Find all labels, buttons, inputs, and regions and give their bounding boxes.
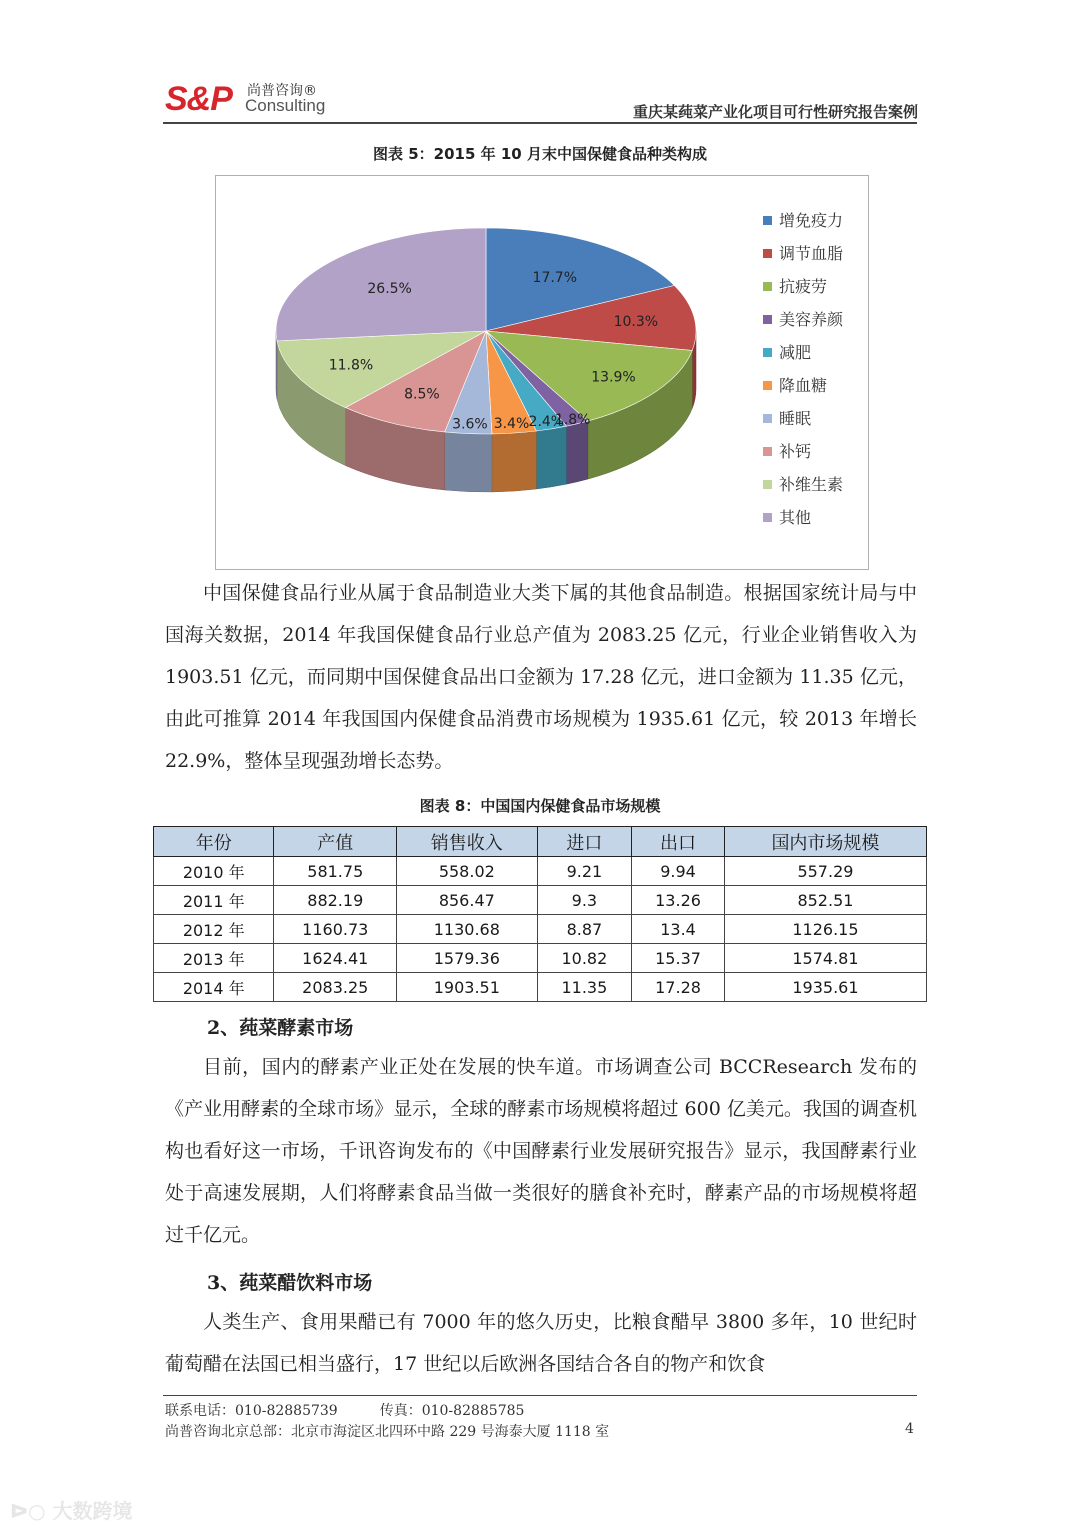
legend-swatch [763,447,772,456]
pie-side-4 [536,426,566,489]
table-cell: 1579.36 [397,944,537,973]
table-cell: 856.47 [397,886,537,915]
footer-divider [163,1395,917,1396]
column-header: 产值 [274,827,397,857]
legend-label: 补钙 [779,442,812,461]
section-heading: 3、莼菜醋饮料市场 [207,1272,373,1294]
pie-legend [763,211,844,527]
table-cell: 2012 年 [154,915,274,944]
pie-data-label: 17.7% [532,269,578,286]
pie-data-label: 8.5% [404,386,440,403]
pie-data-label: 11.8% [328,357,374,374]
section-heading: 2、莼菜酵素市场 [207,1017,354,1039]
legend-swatch [763,282,772,291]
legend-swatch [763,249,772,258]
table-cell: 882.19 [274,886,397,915]
logo-chinese-name: 尚普咨询® [247,83,317,99]
table-cell: 10.82 [537,944,632,973]
table-cell: 2010 年 [154,857,274,886]
table-cell: 1130.68 [397,915,537,944]
pie-side-5 [492,431,536,492]
table-cell: 15.37 [632,944,725,973]
legend-swatch [763,480,772,489]
pie-slices [276,228,696,434]
table-body [154,857,927,1002]
watermark-text: 大数跨境 [52,1499,133,1523]
pie-data-label: 3.6% [452,416,488,433]
pie-data-label: 1.8% [554,412,591,429]
footer-address: 尚普咨询北京总部：北京市海淀区北四环中路 229 号海泰大厦 1118 室 [165,1424,610,1440]
table-cell: 558.02 [397,857,537,886]
pie-data-label: 2.4% [528,414,565,431]
watermark [10,1495,133,1524]
paragraph-text: 目前，国内的酵素产业正处在发展的快车道。市场调查公司 BCCResearch 发布的《产业用酵素的全球市场》显示，全球的酵素市场规模将超过 600 亿美元。我国的调查机构也看好这一市场，千讯咨询发布的《中国酵素行业发展研究报告》显示，我国酵素行业处于高速发展期，人们将酵素食品当做一类很好的膳食补充时，酵素产品的市场规模将超过千亿元。 [165,1056,917,1246]
column-header: 出口 [632,827,725,857]
table-row [154,915,927,944]
document-title: 重庆某莼菜产业化项目可行性研究报告案例 [632,103,918,121]
table-cell: 852.51 [724,886,926,915]
legend-label: 增免疫力 [779,211,844,230]
company-logo [165,78,335,118]
column-header: 年份 [154,827,274,857]
legend-label: 其他 [779,508,812,527]
legend-label: 降血糖 [779,376,828,395]
table-cell: 1624.41 [274,944,397,973]
legend-swatch [763,414,772,423]
table-cell: 1126.15 [724,915,926,944]
page-number: 4 [905,1421,914,1437]
table-cell: 11.35 [537,973,632,1002]
table-cell: 9.3 [537,886,632,915]
table-cell: 581.75 [274,857,397,886]
legend-label: 调节血脂 [779,244,844,263]
logo-english-name: Consulting [245,96,326,115]
table-cell: 1903.51 [397,973,537,1002]
legend-label: 减肥 [779,343,812,362]
table-cell: 557.29 [724,857,926,886]
body-paragraph [165,572,917,782]
table-cell: 8.87 [537,915,632,944]
table-cell: 2014 年 [154,973,274,1002]
body-paragraph [165,1046,917,1256]
table-caption: 图表 8：中国国内保健食品市场规模 [419,797,661,815]
column-header: 销售收入 [397,827,537,857]
table-cell: 1574.81 [724,944,926,973]
legend-label: 补维生素 [779,475,844,494]
logo-mark: S&P [165,80,232,118]
table-cell: 1160.73 [274,915,397,944]
table-cell: 9.94 [632,857,725,886]
column-header: 国内市场规模 [724,827,926,857]
table-cell: 13.26 [632,886,725,915]
legend-label: 睡眠 [779,409,812,428]
table-cell: 2083.25 [274,973,397,1002]
body-paragraph [165,1301,917,1385]
table-row [154,944,927,973]
paragraph-text: 中国保健食品行业从属于食品制造业大类下属的其他食品制造。根据国家统计局与中国海关数据，2014 年我国保健食品行业总产值为 2083.25 亿元，行业企业销售收入为 1903.51 亿元，而同期中国保健食品出口金额为 17.28 亿元，进口金额为 11.35 亿元，由此可推算 2014 年我国国内保健食品消费市场规模为 1935.61 亿元，较 2013 年增长 22.9%，整体呈现强劲增长态势。 [165,582,917,772]
table-row [154,857,927,886]
pie-data-label: 10.3% [613,314,659,331]
table-row [154,973,927,1002]
legend-swatch [763,513,772,522]
legend-swatch [763,381,772,390]
legend-label: 抗疲劳 [779,277,828,296]
watermark-icon: ᐅ○ [10,1499,46,1523]
legend-swatch [763,348,772,357]
table-cell: 2011 年 [154,886,274,915]
pie-side-6 [445,432,492,492]
table-cell: 9.21 [537,857,632,886]
column-header: 进口 [537,827,632,857]
figure-caption: 图表 5：2015 年 10 月末中国保健食品种类构成 [373,145,707,163]
table-cell: 1935.61 [724,973,926,1002]
paragraph-text: 人类生产、食用果醋已有 7000 年的悠久历史，比粮食醋早 3800 多年，10 世纪时葡萄醋在法国已相当盛行，17 世纪以后欧洲各国结合各自的物产和饮食 [165,1311,917,1375]
table-cell: 17.28 [632,973,725,1002]
market-size-table [153,826,927,1002]
footer-contact: 联系电话：010-82885739 传真：010-82885785 [165,1403,525,1419]
pie-data-label: 3.4% [493,415,530,432]
pie-side-3 [566,421,587,484]
legend-label: 美容养颜 [779,310,844,329]
table-header-row [154,827,927,857]
header-divider [163,122,917,124]
legend-swatch [763,315,772,324]
pie-chart [216,176,868,569]
pie-chart-frame [215,175,869,570]
table-cell: 13.4 [632,915,725,944]
table-row [154,886,927,915]
pie-data-label: 26.5% [367,281,412,298]
table-cell: 2013 年 [154,944,274,973]
legend-swatch [763,216,772,225]
pie-data-label: 13.9% [591,369,636,386]
